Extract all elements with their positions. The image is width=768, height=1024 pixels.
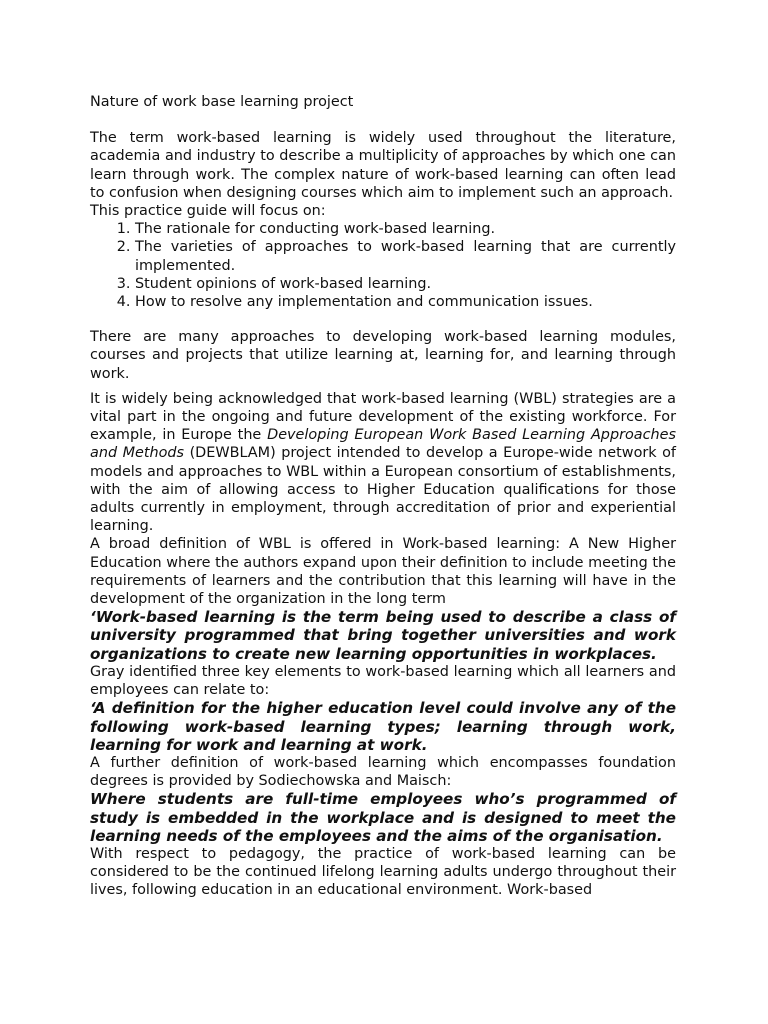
wbl-text-part1: It is widely being acknowledged that work-based learning (WBL) strategies are a vital part in the ongoing and future development of the existing workforce. For example, in Europe the [90, 390, 676, 444]
gray-paragraph: Gray identified three key elements to work-based learning which all learners and employees can relate to: [90, 663, 676, 699]
wbl-text-part2: (DEWBLAM) project intended to develop a Europe-wide network of models and approaches to WBL within a European consortium of establishments, with the aim of allowing access to Higher Education qualifications for those adults currently in employment, through accreditation of prior and experiential learning. [90, 445, 676, 535]
approaches-paragraph: There are many approaches to developing work-based learning modules, courses and projects that utilize learning at, learning for, and learning through work. [90, 329, 676, 382]
pedagogy-paragraph: With respect to pedagogy, the practice of work-based learning can be considered to be the continued lifelong learning adults undergo throughout their lives, following education in an educational environment. Work-based [90, 845, 676, 899]
guide-list-item: 2. The varieties of approaches to work-based learning that are currently implemented. [135, 238, 676, 274]
document-title: Nature of work base learning project [90, 94, 354, 110]
dewblam-project-title: Developing European Work Based Learning Approaches and Methods [90, 427, 676, 462]
quote-higher-education-definition: ‘A definition for the higher education level could involve any of the following work-based learning types; learning through work, learning for work and learning at work. [90, 699, 676, 754]
spacer [90, 311, 676, 328]
quote-wbl-definition: ‘Work-based learning is the term being used to describe a class of university programmed that bring together universities and work organizations to create new learning opportunities in workplaces. [90, 608, 676, 663]
guide-list-item: 4. How to resolve any implementation and communication issues. [135, 293, 676, 311]
broad-definition-paragraph: A broad definition of WBL is offered in Work-based learning: A New Higher Education where the authors expand upon their definition to include meeting the requirements of learners and the contribution that this learning will have in the development of the organization in the long term [90, 536, 676, 608]
spacer [90, 383, 676, 390]
intro-paragraph: The term work-based learning is widely used throughout the literature, academia and industry to describe a multiplicity of approaches by which one can learn through work. The complex nature of work-based learning can often lead to confusion when designing courses which aim to implement such an approach. [90, 130, 676, 201]
guide-list-item: 3. Student opinions of work-based learning. [135, 275, 676, 293]
guide-list-item: 1. The rationale for conducting work-based learning. [135, 220, 676, 238]
document-page [90, 93, 676, 900]
guide-intro: This practice guide will focus on: [90, 203, 326, 220]
quote-full-time-employees: Where students are full-time employees who’s programmed of study is embedded in the workplace and is designed to meet the learning needs of the employees and the aims of the organisation. [90, 790, 676, 845]
guide-list [90, 220, 676, 311]
wbl-paragraph [90, 390, 676, 536]
further-definition-paragraph: A further definition of work-based learning which encompasses foundation degrees is provided by Sodiechowska and Maisch: [90, 754, 676, 790]
